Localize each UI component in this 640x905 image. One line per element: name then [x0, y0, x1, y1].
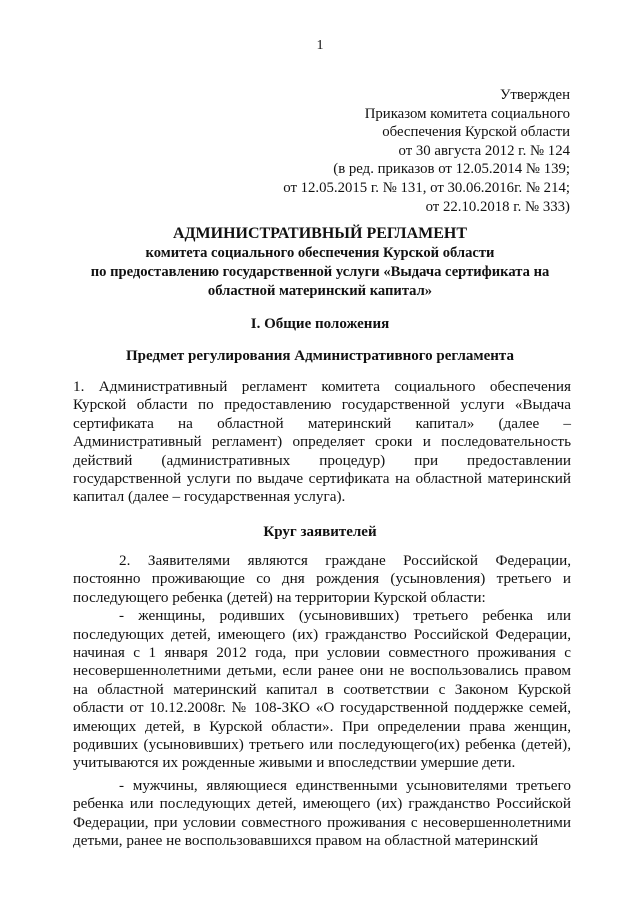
approval-line: Утвержден: [499, 87, 570, 103]
title-line: комитета социального обеспечения Курской области: [145, 245, 495, 261]
approval-line: от 22.10.2018 г. № 333): [425, 198, 570, 215]
paragraph-1: 1. Административный регламент комитета социального обеспечения Курской области по предоставлению государственной услуги «Выдача сертификата на областной материнский капитал» (далее – Административный регламент) определяет сроки и последовательность действий (административных процедур) при предоставлении государственной услуги по выдаче сертификата на областной материнский капитал (далее – государственная услуга).: [73, 378, 571, 506]
approval-block: [283, 86, 570, 216]
document-title: [60, 224, 580, 301]
page-number: 1: [316, 38, 324, 53]
approval-line: от 12.05.2015 г. № 131, от 30.06.2016г. № 214;: [283, 179, 570, 196]
subheading-applicants: Круг заявителей: [263, 524, 377, 540]
approval-line: Приказом комитета социального: [364, 105, 570, 122]
title-line: по предоставлению государственной услуги «Выдача сертификата на: [90, 264, 550, 280]
approval-line: (в ред. приказов от 12.05.2014 № 139;: [333, 161, 570, 178]
paragraph-4: - мужчины, являющиеся единственными усыновителями третьего ребенка или последующих детей, имеющего (их) гражданство Российской Федерации, при условии совместного проживания с несовершеннолетними детьми, ранее не воспользовавшихся правом на областной материнский: [73, 776, 571, 850]
subheading-subject: Предмет регулирования Административного регламента: [126, 348, 514, 364]
title-line: областной материнский капитал»: [207, 283, 433, 299]
paragraph-3: - женщины, родивших (усыновивших) третьего ребенка или последующих детей, имеющего (их) гражданство Российской Федерации, начиная с 1 января 2012 года, при условии совместного проживания с несовершеннолетними детьми, если ранее они не воспользовались правом на областной материнский капитал в соответствии с Законом Курской области от 10.12.2008г. № 108-ЗКО «О государственной поддержке семей, имеющих детей, в Курской области». При определении права женщин, родивших (усыновивших) третьего или последующего(их) ребенка (детей), учитываются их рожденные живыми и впоследствии умершие дети.: [73, 607, 571, 772]
approval-line: от 30 августа 2012 г. № 124: [398, 142, 570, 159]
section-heading: I. Общие положения: [250, 316, 390, 332]
approval-line: обеспечения Курской области: [382, 124, 570, 141]
paragraph-2: 2. Заявителями являются граждане Российской Федерации, постоянно проживающие со дня рождения (усыновления) третьего и последующего ребенка (детей) на территории Курской области:: [73, 552, 571, 606]
title-main: АДМИНИСТРАТИВНЫЙ РЕГЛАМЕНТ: [172, 225, 468, 242]
paragraphs-block: [73, 552, 571, 851]
